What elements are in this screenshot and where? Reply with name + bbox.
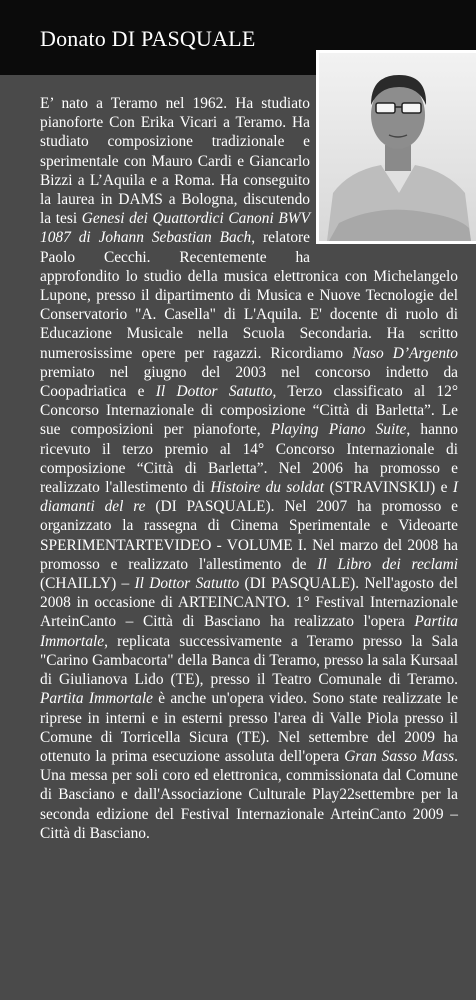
bio-text-segment: (DI PASQUALE). Nell'agosto del 2008 in occasione di ARTEINCANTO. 1° Festival Internazionale ArteinCanto – Città di Basciano ha realizzato l'opera xyxy=(40,575,458,631)
work-title: Gran Sasso Mass xyxy=(344,747,455,765)
bio-text-segment: premiato nel giugno del 2003 nel concorso indetto da Coopadriatica e xyxy=(40,363,458,401)
bio-text-segment: E’ nato a Teramo nel 1962. Ha studiato pianoforte Con Erika Vicari a Teramo. Ha studiato composizione tradizionale e sperimentale con Mauro Cardi e Giancarlo Bizzi a L’Aquila e a Roma. Ha conseguito la laurea in DAMS a Bologna, discutendo la tesi xyxy=(40,95,310,228)
bio-text-segment: , hanno ricevuto il terzo premio al 14° Concorso Internazionale di composizione “Città di Barletta”. Nel 2006 ha promosso e realizzato l'allestimento di xyxy=(40,421,458,497)
work-title: Il Dottor Satutto xyxy=(134,575,240,593)
bio-text-segment: , relatore Paolo Cecchi. Recentemente ha approfondito lo studio della musica elettronica con Michelangelo Lupone, presso il dipartimento di Musica e Nuove Tecnologie del Conservatorio "A. Casella" di L'Aquila. E' docente di ruolo di Educazione Musicale nella Scuola Secondaria. Ha scritto numerosissime opere per ragazzi. Ricordiamo xyxy=(40,229,458,362)
work-title: Playing Piano Suite xyxy=(270,421,407,439)
bio-text-segment: . Una messa per soli coro ed elettronica, commissionata dal Comune di Basciano e dall'Associazione Culturale Play22settembre per la seconda edizione del Festival Internazionale ArteinCanto 2009 – Città di Basciano. xyxy=(40,747,459,842)
portrait-photo xyxy=(316,50,476,244)
work-title: Partita Immortale xyxy=(40,690,153,708)
work-title: Naso D’Argento xyxy=(352,344,458,362)
work-title: I diamanti del re xyxy=(40,479,459,516)
work-title: Il Libro dei reclami xyxy=(317,555,458,573)
biography xyxy=(40,94,458,843)
work-title: Genesi dei Quattordici Canoni BWV 1087 di Johann Sebastian Bach xyxy=(40,210,310,247)
bio-text-segment: è anche un'opera video. Sono state realizzate le riprese in interni e in esterni presso l'area di Valle Piola presso il Comune di Torricella Sicura (TE). Nel settembre del 2009 ha ottenuto la prima esecuzione assoluta dell'opera xyxy=(40,690,458,765)
work-title: Partita Immortale xyxy=(40,613,458,650)
bio-text-segment: , Terzo classificato al 12° Concorso Internazionale di composizione “Città di Barletta”. Le sue composizioni per pianoforte, xyxy=(40,383,458,439)
bio-text-segment: (STRAVINSKIJ) e xyxy=(324,479,453,497)
portrait-image xyxy=(319,53,476,241)
page-title: Donato DI PASQUALE xyxy=(40,26,256,51)
work-title: Histoire du soldat xyxy=(210,479,325,497)
bio-text-segment: , replicata successivamente a Teramo presso la Sala "Carino Gambacorta" della Banca di Teramo, presso la sala Kursaal di Giulianova Lido (TE), presso il Teatro Comunale di Teramo. xyxy=(40,632,458,689)
bio-text-segment: (CHAILLY) – xyxy=(40,575,135,593)
work-title: Il Dottor Satutto xyxy=(155,383,273,401)
bio-text-segment: (DI PASQUALE). Nel 2007 ha promosso e organizzato la rassegna di Cinema Sperimentale e Videoarte SPERIMENTARTEVIDEO - VOLUME I. Nel marzo del 2008 ha promosso e realizzato l'allestimento de xyxy=(40,498,458,573)
